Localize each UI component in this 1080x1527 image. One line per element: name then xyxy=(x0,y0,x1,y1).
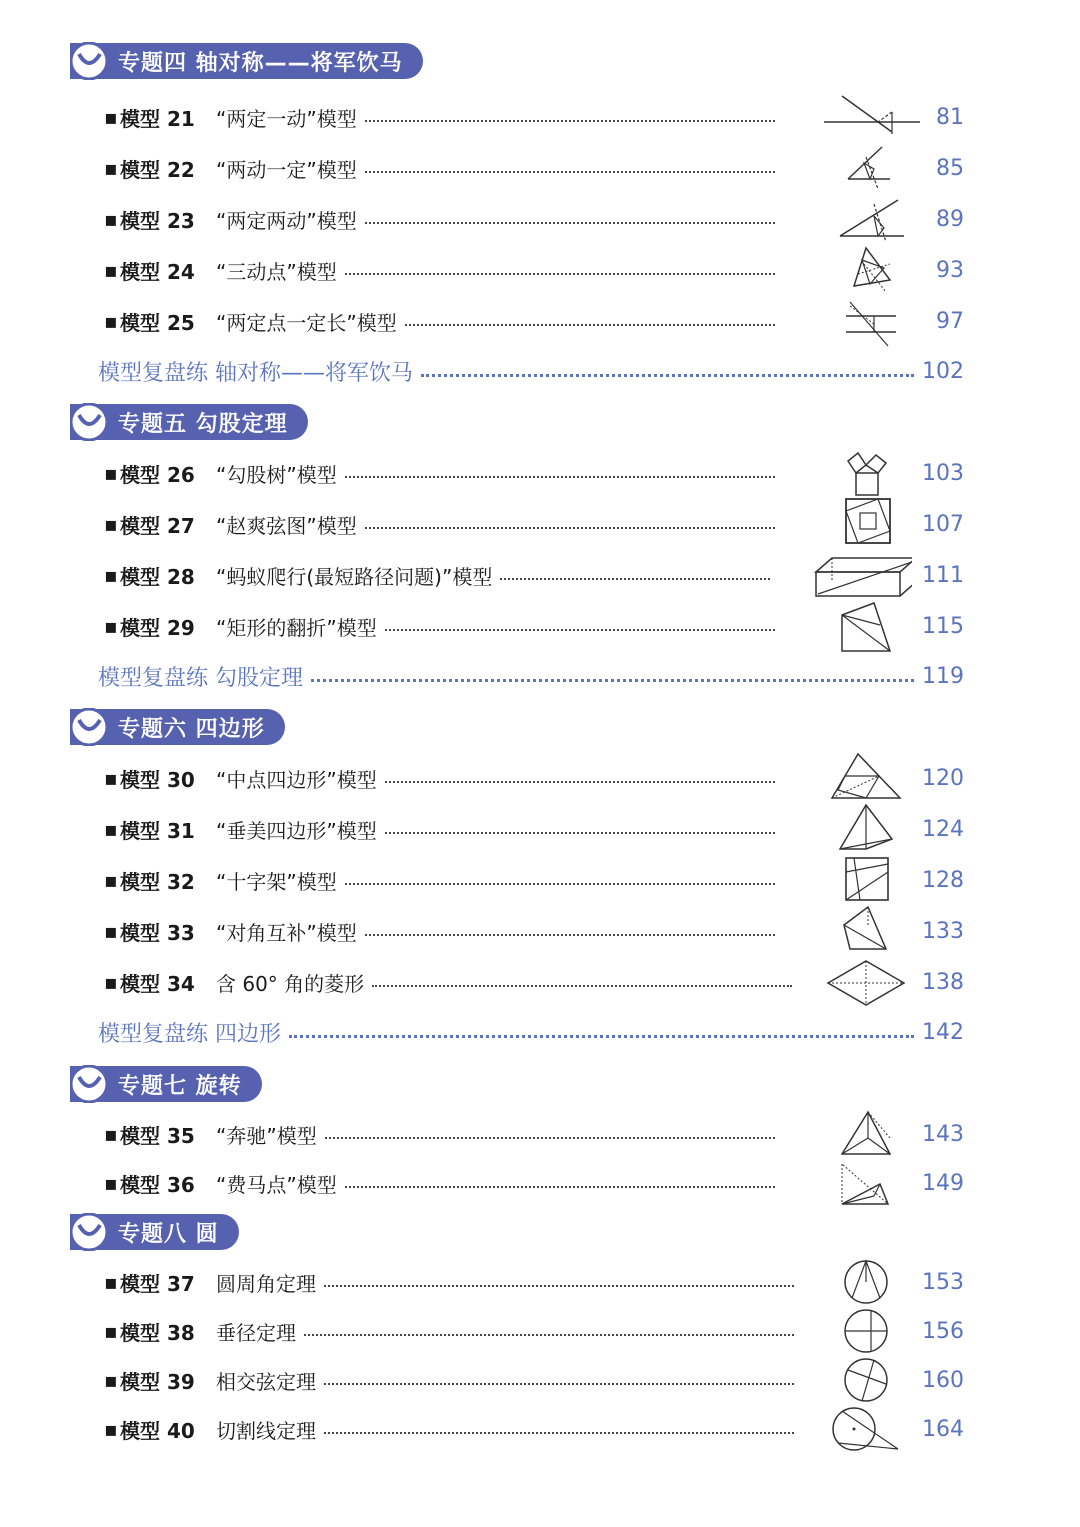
page-number: 156 xyxy=(922,1318,964,1344)
page-number: 111 xyxy=(922,562,964,588)
model-label: 模型 25 xyxy=(120,310,195,335)
model-label: 模型 36 xyxy=(120,1172,195,1197)
model-title: “两动一定”模型 xyxy=(216,157,357,182)
toc-entry[interactable]: ▪ 模型 37 圆周角定理 153 xyxy=(104,1269,964,1296)
model-label: 模型 26 xyxy=(120,462,195,487)
rhombus-icon xyxy=(822,957,922,1009)
toc-entry[interactable]: ▪ 模型 26 “勾股树”模型 103 xyxy=(104,460,964,487)
model-title: “勾股树”模型 xyxy=(216,462,337,487)
model-title: “蚂蚁爬行(最短路径问题)”模型 xyxy=(216,564,493,589)
topic-banner xyxy=(70,403,308,441)
model-title: “赵爽弦图”模型 xyxy=(216,513,357,538)
model-title: “三动点”模型 xyxy=(216,259,337,284)
toc-entry[interactable]: ▪ 模型 22 “两动一定”模型 85 xyxy=(104,155,964,182)
page-number: 81 xyxy=(936,104,964,130)
review-title: 模型复盘练 四边形 xyxy=(98,1021,281,1047)
toc-entry[interactable]: ▪ 模型 32 “十字架”模型 128 xyxy=(104,867,964,894)
model-label: 模型 38 xyxy=(120,1320,195,1345)
model-label: 模型 34 xyxy=(120,971,195,996)
intersecting-chords-icon xyxy=(816,1354,916,1406)
model-label: 模型 21 xyxy=(120,106,195,131)
model-title: “费马点”模型 xyxy=(216,1172,337,1197)
model-label: 模型 31 xyxy=(120,818,195,843)
model-title: 圆周角定理 xyxy=(216,1271,316,1296)
model-title: “两定一动”模型 xyxy=(216,106,357,131)
model-title: 含 60° 角的菱形 xyxy=(216,971,365,996)
review-entry[interactable] xyxy=(98,353,964,389)
page-number: 133 xyxy=(922,918,964,944)
toc-entry[interactable]: ▪ 模型 23 “两定两动”模型 89 xyxy=(104,206,964,233)
angle-reflection-icon xyxy=(830,143,930,195)
model-label: 模型 28 xyxy=(120,564,195,589)
toc-entry[interactable]: ▪ 模型 35 “奔驰”模型 143 xyxy=(104,1121,964,1148)
topic-banner xyxy=(70,42,423,80)
topic-banner xyxy=(70,1213,239,1251)
topic-banner xyxy=(70,1065,262,1103)
model-title: “中点四边形”模型 xyxy=(216,767,377,792)
model-title: 相交弦定理 xyxy=(216,1369,316,1394)
toc-entry[interactable]: ▪ 模型 38 垂径定理 156 xyxy=(104,1318,964,1345)
inscribed-angle-icon xyxy=(816,1256,916,1308)
supplementary-angle-icon xyxy=(820,905,920,957)
toc-entry[interactable]: ▪ 模型 33 “对角互补”模型 133 xyxy=(104,918,964,945)
model-title: “十字架”模型 xyxy=(216,869,337,894)
model-title: “两定两动”模型 xyxy=(216,208,357,233)
model-label: 模型 40 xyxy=(120,1418,195,1443)
rectangle-fold-icon xyxy=(828,601,928,653)
model-label: 模型 30 xyxy=(120,767,195,792)
topic-badge-icon xyxy=(70,403,108,441)
model-label: 模型 37 xyxy=(120,1271,195,1296)
model-title: “奔驰”模型 xyxy=(216,1123,317,1148)
angle-two-points-icon xyxy=(834,194,934,246)
pythagoras-tree-icon xyxy=(818,447,918,499)
topic-title: 专题五 勾股定理 xyxy=(70,404,308,440)
model-label: 模型 32 xyxy=(120,869,195,894)
fermat-point-icon xyxy=(818,1158,918,1210)
toc-entry[interactable]: ▪ 模型 36 “费马点”模型 149 xyxy=(104,1170,964,1197)
topic-badge-icon xyxy=(70,1065,108,1103)
toc-entry[interactable]: ▪ 模型 31 “垂美四边形”模型 124 xyxy=(104,816,964,843)
square-cross-icon xyxy=(818,854,918,906)
model-label: 模型 23 xyxy=(120,208,195,233)
model-label: 模型 33 xyxy=(120,920,195,945)
toc-entry[interactable]: ▪ 模型 25 “两定点一定长”模型 97 xyxy=(104,308,964,335)
toc-entry[interactable]: ▪ 模型 27 “赵爽弦图”模型 107 xyxy=(104,511,964,538)
toc-entry[interactable]: ▪ 模型 40 切割线定理 164 xyxy=(104,1416,964,1443)
model-title: “对角互补”模型 xyxy=(216,920,357,945)
page-number: 120 xyxy=(922,765,964,791)
model-label: 模型 27 xyxy=(120,513,195,538)
toc-entry[interactable]: ▪ 模型 39 相交弦定理 160 xyxy=(104,1367,964,1394)
page-number: 164 xyxy=(922,1416,964,1442)
topic-banner xyxy=(70,708,285,746)
page-number: 160 xyxy=(922,1367,964,1393)
model-label: 模型 24 xyxy=(120,259,195,284)
page-number: 128 xyxy=(922,867,964,893)
topic-badge-icon xyxy=(70,42,108,80)
page-number: 143 xyxy=(922,1121,964,1147)
toc-entry[interactable]: ▪ 模型 28 “蚂蚁爬行(最短路径问题)”模型 111 xyxy=(104,562,964,589)
parallel-lines-icon xyxy=(834,296,934,348)
review-entry[interactable] xyxy=(98,658,964,694)
midpoint-quadrilateral-icon xyxy=(818,752,918,804)
topic-title: 专题七 旋转 xyxy=(70,1066,262,1102)
review-title: 模型复盘练 勾股定理 xyxy=(98,665,303,691)
model-label: 模型 22 xyxy=(120,157,195,182)
page-number: 107 xyxy=(922,511,964,537)
reflection-line-icon xyxy=(822,92,922,144)
perpendicular-diagonal-icon xyxy=(820,803,920,855)
page-number: 93 xyxy=(936,257,964,283)
topic-title: 专题八 圆 xyxy=(70,1214,239,1250)
zhao-shuang-diagram-icon xyxy=(818,497,918,549)
page-number: 89 xyxy=(936,206,964,232)
page-number: 138 xyxy=(922,969,964,995)
topic-title: 专题四 轴对称——将军饮马 xyxy=(70,43,423,79)
review-title: 模型复盘练 轴对称——将军饮马 xyxy=(98,360,413,386)
cuboid-path-icon xyxy=(812,550,912,602)
page-number: 142 xyxy=(922,1019,964,1045)
model-label: 模型 35 xyxy=(120,1123,195,1148)
model-title: 垂径定理 xyxy=(216,1320,296,1345)
toc-entry[interactable]: ▪ 模型 24 “三动点”模型 93 xyxy=(104,257,964,284)
page-number: 124 xyxy=(922,816,964,842)
model-title: 切割线定理 xyxy=(216,1418,316,1443)
page-number: 103 xyxy=(922,460,964,486)
toc-entry[interactable]: ▪ 模型 34 含 60° 角的菱形 138 xyxy=(104,969,964,996)
toc-entry[interactable]: ▪ 模型 30 “中点四边形”模型 120 xyxy=(104,765,964,792)
topic-badge-icon xyxy=(70,708,108,746)
model-title: “矩形的翻折”模型 xyxy=(216,615,377,640)
model-title: “垂美四边形”模型 xyxy=(216,818,377,843)
mercedes-triangle-icon xyxy=(818,1108,918,1160)
page-number: 85 xyxy=(936,155,964,181)
triangle-points-icon xyxy=(834,244,934,296)
topic-badge-icon xyxy=(70,1213,108,1251)
page-number: 97 xyxy=(936,308,964,334)
toc-entry[interactable]: ▪ 模型 29 “矩形的翻折”模型 115 xyxy=(104,613,964,640)
toc-entry[interactable]: ▪ 模型 21 “两定一动”模型 81 xyxy=(104,104,964,131)
model-label: 模型 29 xyxy=(120,615,195,640)
model-label: 模型 39 xyxy=(120,1369,195,1394)
perpendicular-chord-icon xyxy=(816,1305,916,1357)
model-title: “两定点一定长”模型 xyxy=(216,310,397,335)
page-number: 115 xyxy=(922,613,964,639)
topic-title: 专题六 四边形 xyxy=(70,709,285,745)
page-number: 119 xyxy=(922,663,964,689)
review-entry[interactable] xyxy=(98,1014,964,1050)
tangent-secant-icon xyxy=(812,1403,912,1455)
page-number: 149 xyxy=(922,1170,964,1196)
page-number: 153 xyxy=(922,1269,964,1295)
page-number: 102 xyxy=(922,358,964,384)
